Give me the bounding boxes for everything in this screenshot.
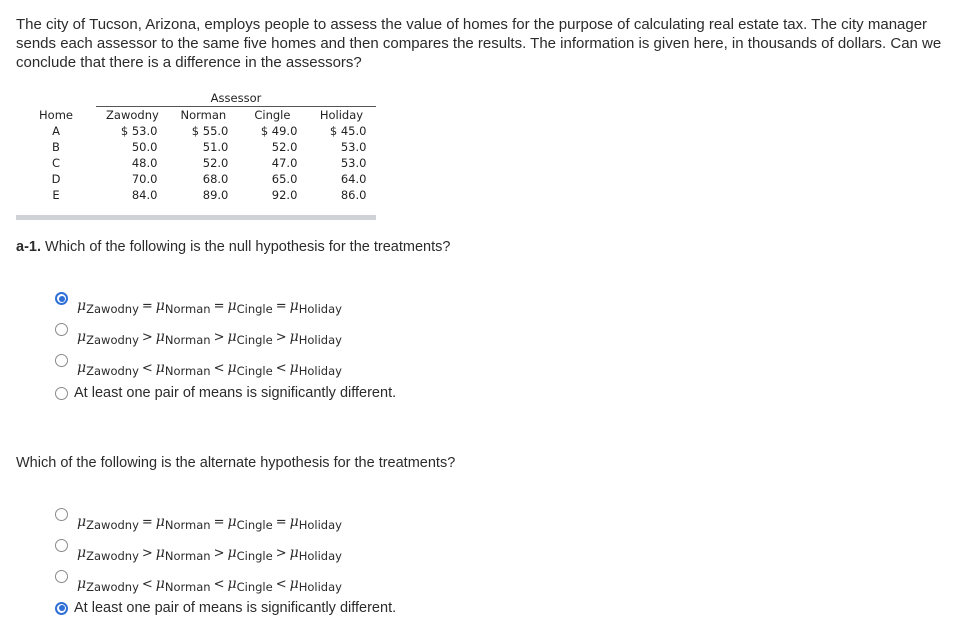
radio-button[interactable] [55, 387, 68, 400]
table-row [16, 155, 376, 171]
hypothesis-expression: $\mu_{Zawodny} > \mu_{Norman} > \mu_{Cingle} > \mu_{Holiday}$ [77, 545, 342, 563]
option-label: At least one pair of means is significantly different. [74, 385, 397, 401]
null-option-equal[interactable] [55, 296, 342, 316]
value-cell: 51.0 [202, 140, 229, 154]
radio-button[interactable] [55, 539, 68, 552]
value-cell: 52.0 [202, 156, 229, 170]
value-cell: 53.0 [340, 156, 367, 170]
table-row [16, 171, 376, 187]
table-bottom-divider [16, 215, 376, 220]
null-option-greater[interactable] [55, 327, 342, 347]
home-column-header: Home [39, 107, 73, 122]
value-cell: 64.0 [340, 172, 367, 186]
question-alternate-hypothesis: Which of the following is the alternate hypothesis for the treatments? [16, 455, 456, 471]
column-header-norman: Norman [180, 108, 227, 122]
value-cell: 48.0 [131, 156, 158, 170]
option-label: At least one pair of means is significantly different. [74, 600, 397, 616]
alt-option-greater[interactable] [55, 543, 342, 563]
question-number: a-1. [16, 239, 41, 255]
assessor-table [16, 90, 376, 220]
hypothesis-expression: $\mu_{Zawodny} > \mu_{Norman} > \mu_{Cingle} > \mu_{Holiday}$ [77, 329, 342, 347]
hypothesis-expression: $\mu_{Zawodny} < \mu_{Norman} < \mu_{Cingle} < \mu_{Holiday}$ [77, 576, 342, 594]
home-cell: B [52, 140, 60, 154]
value-cell: 70.0 [131, 172, 158, 186]
question-null-hypothesis [16, 239, 450, 255]
value-cell: $ 45.0 [329, 124, 367, 138]
value-cell: 53.0 [340, 140, 367, 154]
value-cell: 68.0 [202, 172, 229, 186]
value-cell: 92.0 [271, 188, 298, 202]
column-header-holiday: Holiday [319, 108, 364, 122]
value-cell: $ 55.0 [191, 124, 229, 138]
radio-button[interactable] [55, 354, 68, 367]
radio-button[interactable] [55, 323, 68, 336]
assessor-group-header: Assessor [96, 90, 376, 107]
value-cell: 47.0 [271, 156, 298, 170]
radio-button[interactable] [55, 602, 68, 615]
table-row [16, 187, 376, 203]
value-cell: 86.0 [340, 188, 367, 202]
null-option-less[interactable] [55, 358, 342, 378]
alt-option-at-least-one[interactable] [55, 598, 396, 618]
home-cell: C [51, 156, 61, 170]
alt-option-equal[interactable] [55, 512, 342, 532]
home-cell: A [52, 124, 60, 138]
question-text: Which of the following is the null hypothesis for the treatments? [41, 239, 451, 255]
value-cell: $ 53.0 [120, 124, 158, 138]
radio-button[interactable] [55, 508, 68, 521]
value-cell: 89.0 [202, 188, 229, 202]
null-option-at-least-one[interactable] [55, 383, 396, 403]
value-cell: 84.0 [131, 188, 158, 202]
alt-option-less[interactable] [55, 574, 342, 594]
hypothesis-expression: $\mu_{Zawodny} = \mu_{Norman} = \mu_{Cingle} = \mu_{Holiday}$ [77, 298, 342, 316]
value-cell: 52.0 [271, 140, 298, 154]
table-row [16, 139, 376, 155]
table-row [16, 123, 376, 139]
radio-button[interactable] [55, 292, 68, 305]
hypothesis-expression: $\mu_{Zawodny} = \mu_{Norman} = \mu_{Cingle} = \mu_{Holiday}$ [77, 514, 342, 532]
value-cell: $ 49.0 [260, 124, 298, 138]
column-header-cingle: Cingle [254, 108, 291, 122]
home-cell: E [52, 188, 60, 202]
home-cell: D [51, 172, 61, 186]
radio-button[interactable] [55, 570, 68, 583]
value-cell: 50.0 [131, 140, 158, 154]
value-cell: 65.0 [271, 172, 298, 186]
hypothesis-expression: $\mu_{Zawodny} < \mu_{Norman} < \mu_{Cingle} < \mu_{Holiday}$ [77, 360, 342, 378]
column-header-zawodny: Zawodny [106, 108, 159, 122]
problem-statement: The city of Tucson, Arizona, employs people to assess the value of homes for the purpose of calculating real estate tax. The city manager sends each assessor to the same five homes and then compares the results. The information is given here, in thousands of dollars. Can we conclude that there is a difference in the assessors? [16, 16, 942, 71]
